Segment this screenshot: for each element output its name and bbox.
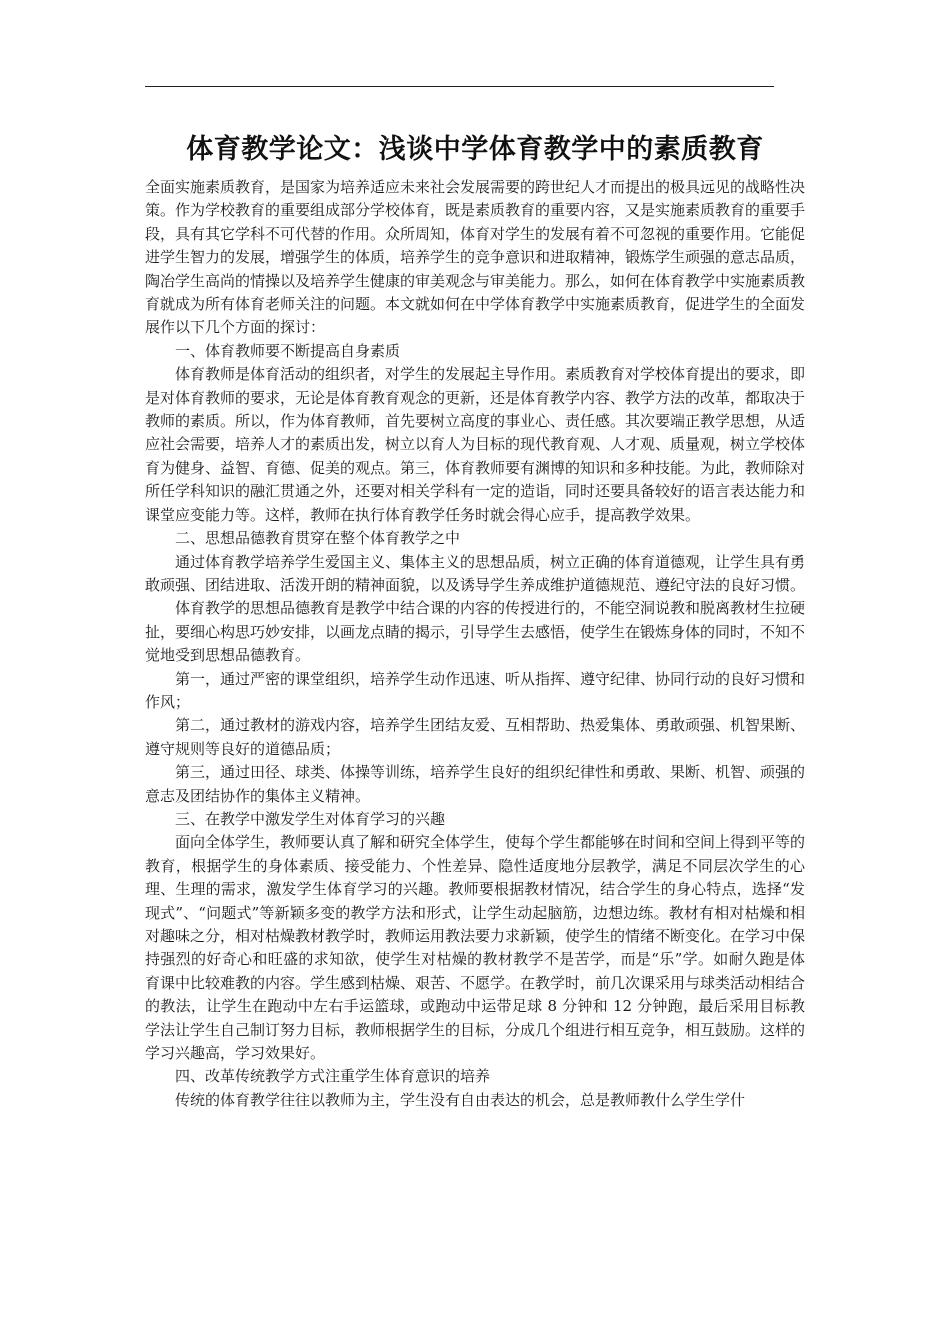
body-paragraph: 第三，通过田径、球类、体操等训练，培养学生良好的组织纪律性和勇敢、果断、机智、顽强的意志及团结协作的集体主义精神。 (145, 763, 806, 805)
intro-paragraph: 全面实施素质教育，是国家为培养适应未来社会发展需要的跨世纪人才而提出的极具远见的战略性决策。作为学校教育的重要组成部分学校体育，既是素质教育的重要内容，又是实施素质教育的重要手段，具有其它学科不可代替的作用。众所周知，体育对学生的发展有着不可忽视的重要作用。它能促进学生智力的发展，增强学生的体质，培养学生的竞争意识和进取精神，锻炼学生顽强的意志品质，陶冶学生高尚的情操以及培养学生健康的审美观念与审美能力。那么，如何在体育教学中实施素质教育就成为所有体育老师关注的问题。本文就如何在中学体育教学中实施素质教育，促进学生的全面发展作以下几个方面的探讨： (145, 178, 806, 337)
body-paragraph: 第二，通过教材的游戏内容，培养学生团结友爱、互相帮助、热爱集体、勇敢顽强、机智果断、遵守规则等良好的道德品质； (145, 716, 806, 758)
document-body (145, 176, 805, 1112)
body-paragraph: 通过体育教学培养学生爱国主义、集体主义的思想品质，树立正确的体育道德观，让学生具有勇敢顽强、团结进取、活泼开朗的精神面貌，以及诱导学生养成维护道德规范、遵纪守法的良好习惯。 (145, 552, 806, 594)
body-paragraph: 面向全体学生，教师要认真了解和研究全体学生，使每个学生都能够在时间和空间上得到平等的教育，根据学生的身体素质、接受能力、个性差异、隐性适度地分层教学，满足不同层次学生的心理、生理的需求，激发学生体育学习的兴趣。教师要根据教材情况，结合学生的身心特点，选择“发现式”、“问题式”等新颖多变的教学方法和形式，让学生动起脑筋，边想边练。教材有相对枯燥和相对趣味之分，相对枯燥教材教学时，教师运用教法要力求新颖，使学生的情绪不断变化。在学习中保持强烈的好奇心和旺盛的求知欲，使学生对枯燥的教材教学不是苦学，而是“乐”学。如耐久跑是体育课中比较难教的内容。学生感到枯燥、艰苦、不愿学。在教学时，前几次课采用与球类活动相结合的教法，让学生在跑动中左右手运篮球，或跑动中运带足球 8 分钟和 12 分钟跑，最后采用目标教学法让学生自己制订努力目标，教师根据学生的目标，分成几个组进行相互竞争，相互鼓励。这样的学习兴趣高，学习效果好。 (145, 833, 806, 1063)
body-paragraph: 第一，通过严密的课堂组织，培养学生动作迅速、听从指挥、遵守纪律、协同行动的良好习惯和作风； (145, 669, 806, 711)
document-title: 体育教学论文：浅谈中学体育教学中的素质教育 (186, 134, 764, 165)
header-rule (145, 86, 774, 87)
section-heading-1: 一、体育教师要不断提高自身素质 (175, 341, 401, 360)
body-paragraph: 体育教学的思想品德教育是教学中结合课的内容的传授进行的，不能空洞说教和脱离教材生拉硬扯，要细心构思巧妙安排，以画龙点睛的揭示，引导学生去感悟，使学生在锻炼身体的同时，不知不觉地受到思想品德教育。 (145, 599, 806, 665)
section-heading-2: 二、思想品德教育贯穿在整个体育教学之中 (175, 529, 461, 548)
section-heading-3: 三、在教学中激发学生对体育学习的兴趣 (175, 809, 446, 828)
body-paragraph: 传统的体育教学往往以教师为主，学生没有自由表达的机会，总是教师教什么学生学什 (175, 1090, 746, 1109)
body-paragraph: 体育教师是体育活动的组织者，对学生的发展起主导作用。素质教育对学校体育提出的要求，即是对体育教师的要求，无论是体育教育观念的更新，还是体育教学内容、教学方法的改革，都取决于教师的素质。所以，作为体育教师，首先要树立高度的事业心、责任感。其次要端正教学思想，从适应社会需要，培养人才的素质出发，树立以育人为目标的现代教育观、人才观、质量观，树立学校体育为健身、益智、育德、促美的观点。第三，体育教师要有渊博的知识和多种技能。为此，教师除对所任学科知识的融汇贯通之外，还要对相关学科有一定的造诣，同时还要具备较好的语言表达能力和课堂应变能力等。这样，教师在执行体育教学任务时就会得心应手，提高教学效果。 (145, 365, 806, 524)
section-heading-4: 四、改革传统教学方式注重学生体育意识的培养 (175, 1067, 491, 1086)
